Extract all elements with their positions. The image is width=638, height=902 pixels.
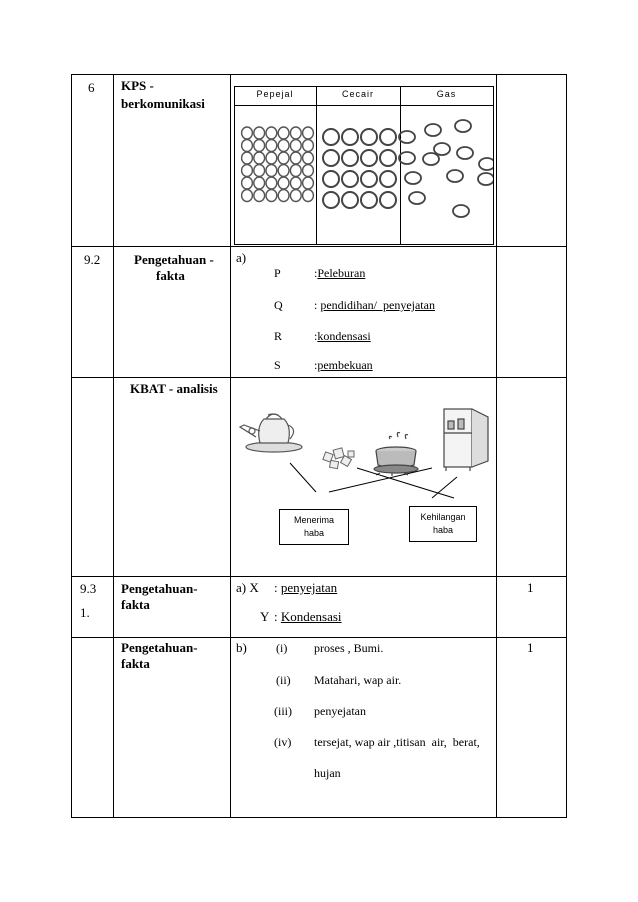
skill-type: KPS - [121, 78, 154, 93]
particle [278, 190, 289, 202]
ice-cubes-icon [323, 448, 354, 469]
particle [290, 152, 301, 164]
answer-text: :Peleburan [314, 266, 366, 280]
answer-text: penyejatan [314, 704, 366, 718]
particle [242, 190, 253, 202]
answer-text: hujan [314, 766, 341, 780]
skill-type: Pengetahuan- [121, 640, 198, 655]
particle [399, 131, 415, 143]
particle [447, 170, 463, 182]
gas-particles-icon [399, 120, 493, 217]
particle [254, 165, 265, 177]
part-label: a) [236, 250, 247, 265]
answer-text: : pendidihan/ penyejatan [314, 298, 435, 312]
particle [380, 150, 396, 166]
answer-text: tersejat, wap air ,titisan air, berat, [314, 735, 480, 749]
particle [342, 150, 358, 166]
particle [254, 127, 265, 139]
row-divider [71, 576, 567, 577]
answer-item: Q [274, 298, 283, 312]
boiling-pot-icon [374, 433, 418, 477]
particle [380, 192, 396, 208]
loses-heat-box: Kehilangan haba [409, 506, 477, 542]
particle [290, 165, 301, 177]
question-number: 6 [88, 80, 95, 95]
solid-particles-icon [242, 127, 314, 202]
particle [323, 171, 339, 187]
particle [254, 177, 265, 189]
particle [380, 129, 396, 145]
particle [266, 177, 277, 189]
particle [303, 127, 314, 139]
table-border-top [71, 74, 567, 75]
particle [409, 192, 425, 204]
connector-lines [290, 463, 457, 498]
particle [278, 165, 289, 177]
particle [254, 140, 265, 152]
state-header-liquid: Cecair [341, 89, 374, 99]
particle [290, 190, 301, 202]
particle [453, 205, 469, 217]
particle [361, 171, 377, 187]
particle [242, 152, 253, 164]
skill-type: Pengetahuan- [121, 581, 198, 596]
particle [303, 140, 314, 152]
particle [361, 192, 377, 208]
part-label: a) X [236, 580, 259, 595]
skill-type: fakta [121, 656, 150, 671]
particle [434, 143, 450, 155]
particle [303, 177, 314, 189]
liquid-particles-icon [323, 129, 396, 208]
skill-type: Pengetahuan - [134, 252, 214, 267]
particle [278, 152, 289, 164]
table-border-right [566, 74, 567, 818]
answer-item: R [274, 329, 283, 343]
col-divider [113, 74, 114, 818]
question-number: 9.2 [84, 252, 101, 267]
receives-heat-box: Menerima haba [279, 509, 349, 545]
answer-text: proses , Bumi. [314, 641, 384, 655]
particle [342, 171, 358, 187]
particle [399, 152, 415, 164]
row-divider [71, 637, 567, 638]
particle [266, 140, 277, 152]
particle [290, 127, 301, 139]
particle [455, 120, 471, 132]
table-border-bottom [71, 817, 567, 818]
particle [323, 150, 339, 166]
particle [425, 124, 441, 136]
particle [457, 147, 473, 159]
item-number: (iv) [274, 735, 292, 749]
particle [342, 129, 358, 145]
item-number: (iii) [274, 704, 292, 718]
row-divider [71, 377, 567, 378]
item-number: (i) [276, 641, 288, 655]
skill-type: fakta [121, 597, 150, 612]
particle [303, 165, 314, 177]
answer-item: P [274, 266, 281, 280]
particle [254, 190, 265, 202]
particle [405, 172, 421, 184]
mark: 1 [527, 580, 534, 595]
answer-item: S [274, 358, 281, 372]
answer-item: Y [260, 609, 270, 624]
skill-type: KBAT - analisis [130, 381, 218, 396]
particle [242, 127, 253, 139]
particle [278, 140, 289, 152]
particle [323, 192, 339, 208]
particle-diagrams [235, 106, 493, 244]
answer-text: Matahari, wap air. [314, 673, 402, 687]
skill-type: fakta [156, 268, 185, 283]
col-divider [496, 74, 497, 818]
particle [423, 153, 439, 165]
particle [242, 140, 253, 152]
particle [380, 171, 396, 187]
particle [323, 129, 339, 145]
particle [361, 150, 377, 166]
answer-text: : Kondensasi [274, 609, 342, 624]
particle [266, 165, 277, 177]
answer-text: :pembekuan [314, 358, 373, 372]
particle [342, 192, 358, 208]
heat-diagram [232, 395, 494, 575]
particle [290, 177, 301, 189]
state-header-solid: Pepejal [256, 89, 294, 99]
question-number: 9.3 [80, 581, 97, 596]
col-divider [71, 74, 72, 818]
particle [278, 177, 289, 189]
particle [242, 177, 253, 189]
particle [478, 173, 493, 185]
particle [303, 190, 314, 202]
particle [361, 129, 377, 145]
kettle-icon [240, 414, 302, 452]
particle [266, 152, 277, 164]
particle [254, 152, 265, 164]
particle [290, 140, 301, 152]
skill-type: berkomunikasi [121, 96, 205, 111]
state-header-gas: Gas [436, 89, 457, 99]
answer-text: : penyejatan [274, 580, 338, 595]
item-number: (ii) [276, 673, 291, 687]
particle [266, 127, 277, 139]
particle [242, 165, 253, 177]
row-divider [71, 246, 567, 247]
question-subnumber: 1. [80, 605, 90, 620]
part-label: b) [236, 640, 247, 655]
particle [303, 152, 314, 164]
mark: 1 [527, 640, 534, 655]
particle [278, 127, 289, 139]
answer-text: :kondensasi [314, 329, 371, 343]
particle [479, 158, 493, 170]
refrigerator-icon [444, 409, 488, 471]
col-divider [230, 74, 231, 818]
particle [266, 190, 277, 202]
